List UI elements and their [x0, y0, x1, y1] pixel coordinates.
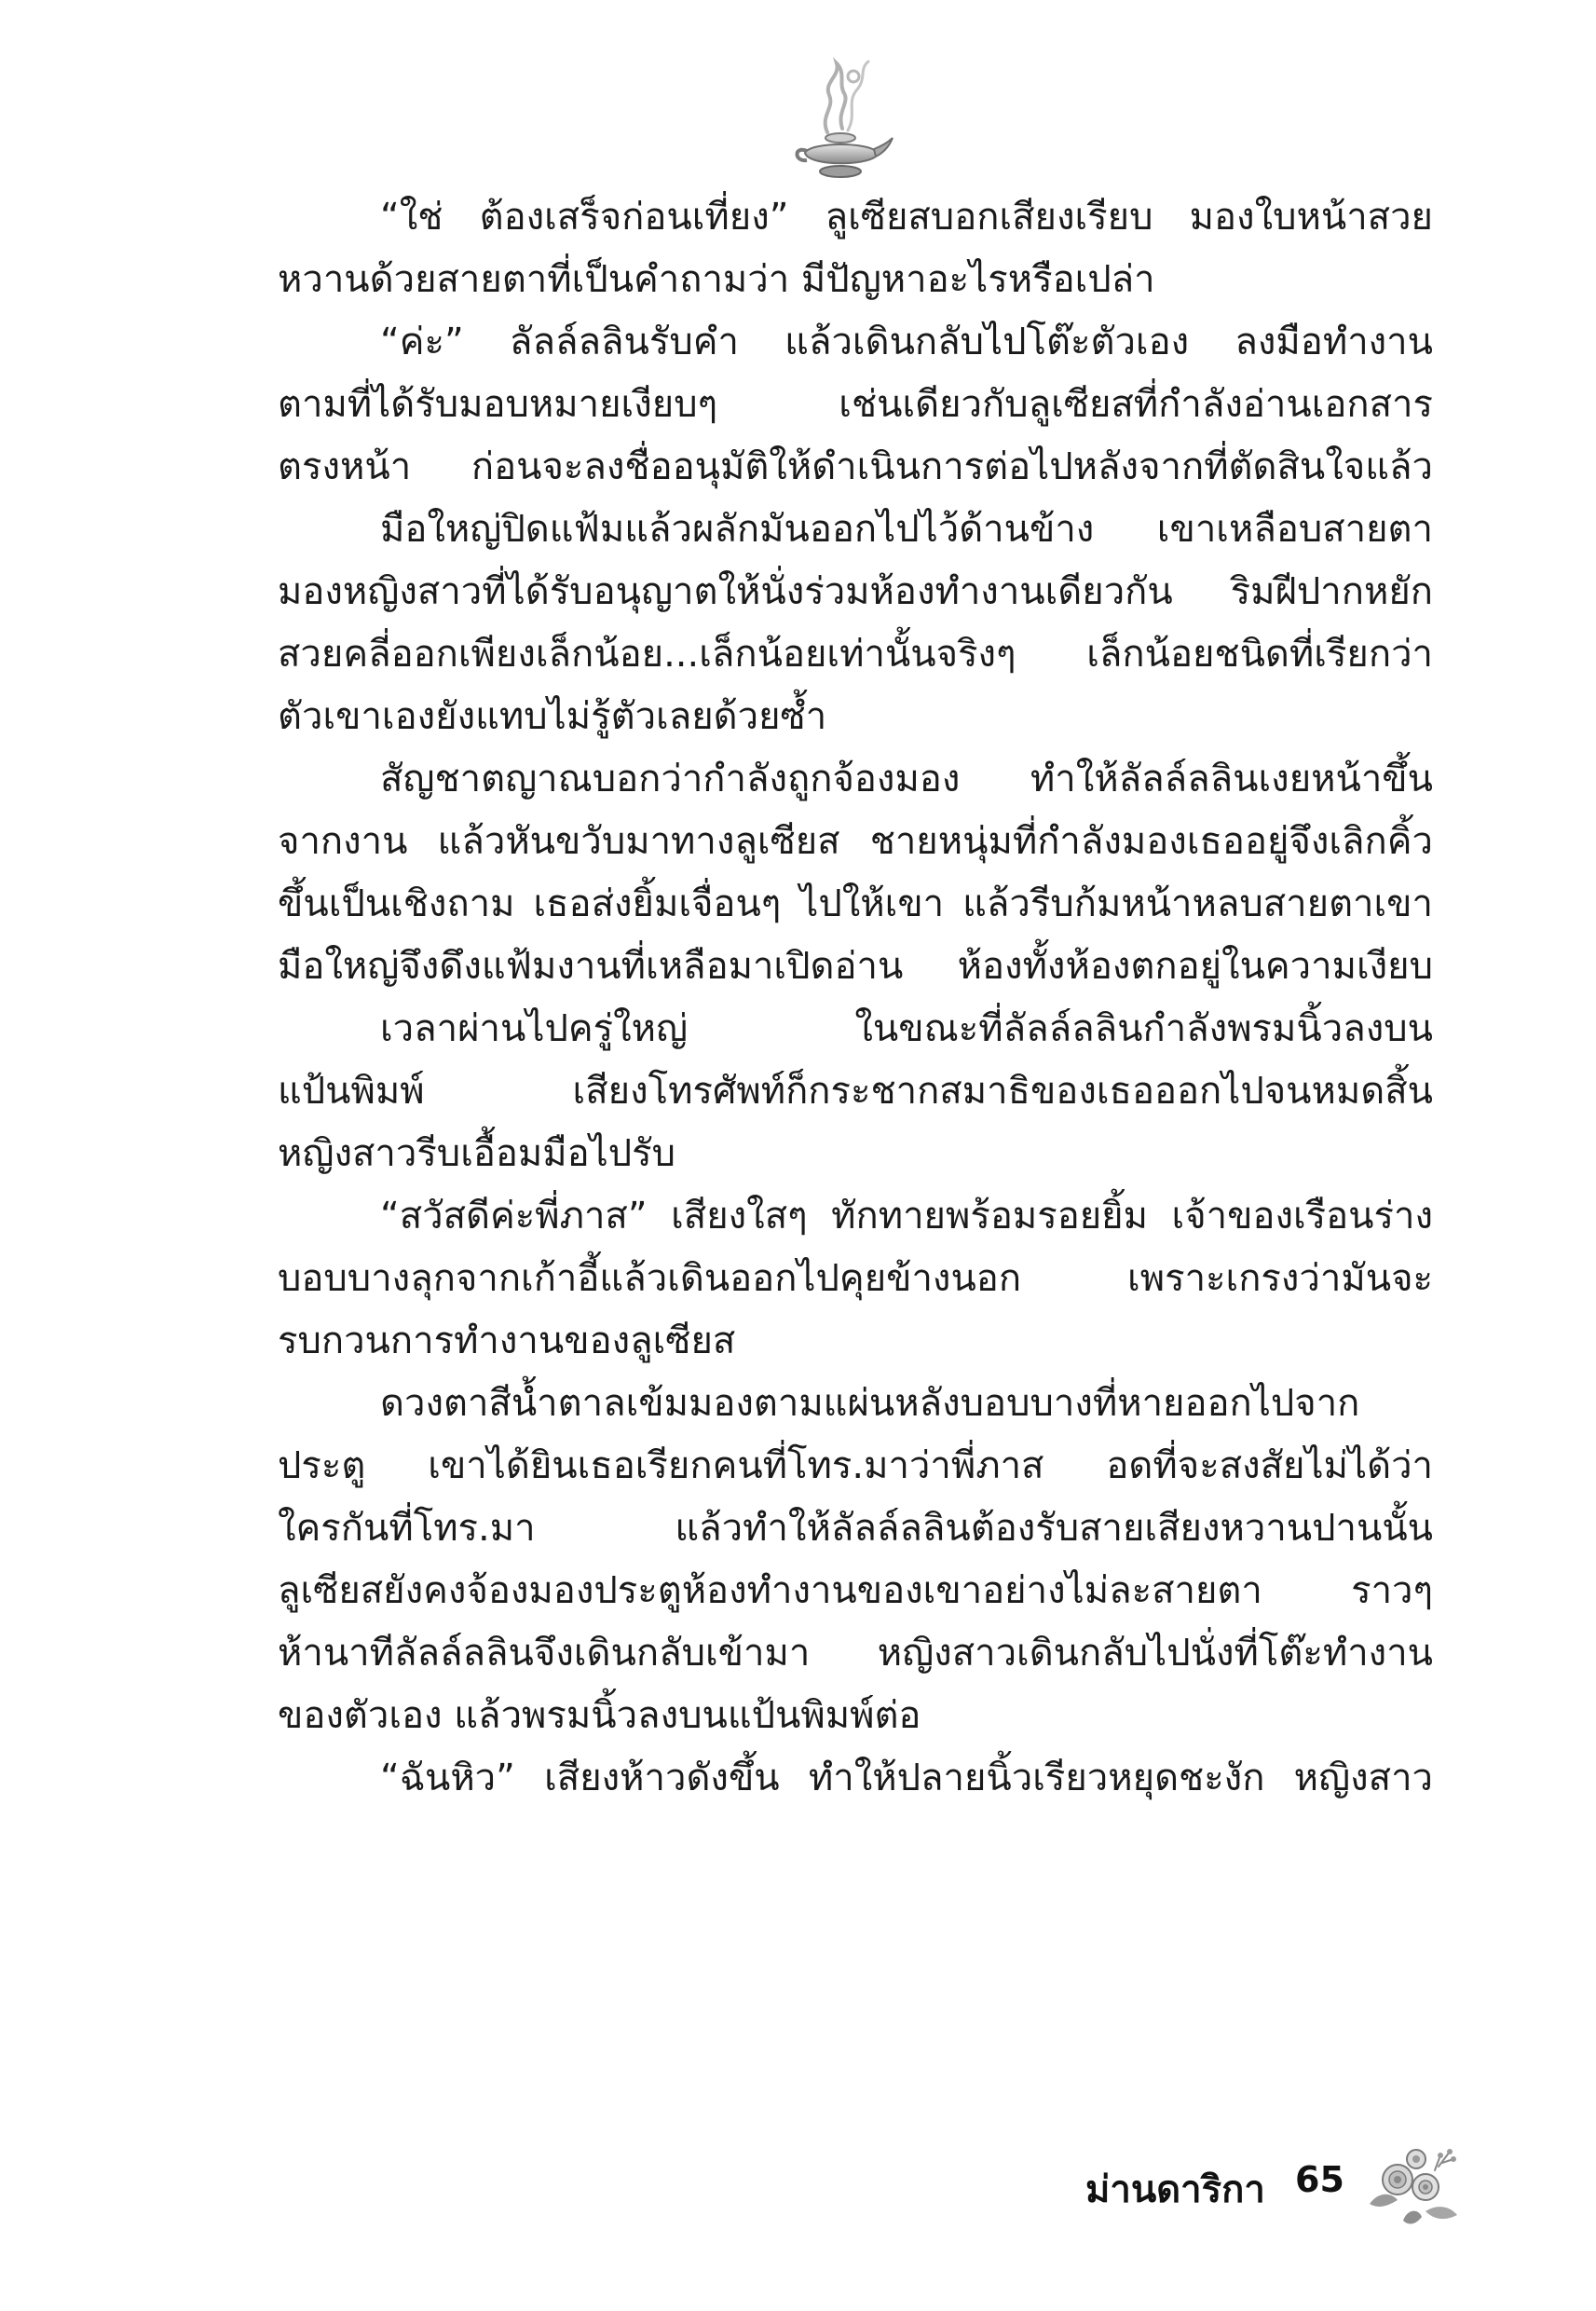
text-line: สัญชาตญาณบอกว่ากำลังถูกจ้องมอง ทำให้ลัลล์ลลินเงยหน้าขึ้น	[380, 758, 1433, 800]
paragraph	[278, 1185, 1433, 1373]
paragraph	[278, 499, 1433, 748]
text-line: ลูเซียสยังคงจ้องมองประตูห้องทำงานของเขาอย่างไม่ละสายตา ราวๆ	[278, 1569, 1433, 1612]
page-number: 65	[1295, 2159, 1344, 2200]
paragraph	[278, 311, 1433, 499]
genie-lamp-icon	[792, 56, 894, 186]
text-line: ของตัวเอง แล้วพรมนิ้วลงบนแป้นพิมพ์ต่อ	[278, 1694, 921, 1737]
text-line: จากงาน แล้วหันขวับมาทางลูเซียส ชายหนุ่มที่กำลังมองเธออยู่จึงเลิกคิ้ว	[278, 820, 1433, 863]
genie-lamp-graphic	[792, 56, 894, 186]
text-line: ตามที่ได้รับมอบหมายเงียบๆ เช่นเดียวกับลูเซียสที่กำลังอ่านเอกสาร	[278, 383, 1433, 426]
text-line: ประตู เขาได้ยินเธอเรียกคนที่โทร.มาว่าพี่ภาส อดที่จะสงสัยไม่ได้ว่า	[278, 1444, 1433, 1487]
paragraph	[278, 998, 1433, 1185]
text-line: มือใหญ่จึงดึงแฟ้มงานที่เหลือมาเปิดอ่าน ห้องทั้งห้องตกอยู่ในความเงียบ	[278, 945, 1433, 988]
text-line: “สวัสดีค่ะพี่ภาส” เสียงใสๆ ทักทายพร้อมรอยยิ้ม เจ้าของเรือนร่าง	[380, 1195, 1433, 1238]
text-line: ห้านาทีลัลล์ลลินจึงเดินกลับเข้ามา หญิงสาวเดินกลับไปนั่งที่โต๊ะทำงาน	[278, 1632, 1433, 1675]
paragraph	[278, 1747, 1433, 1810]
text-line: ขึ้นเป็นเชิงถาม เธอส่งยิ้มเจื่อนๆ ไปให้เขา แล้วรีบก้มหน้าหลบสายตาเขา	[278, 882, 1433, 925]
text-line: ใครกันที่โทร.มา แล้วทำให้ลัลล์ลลินต้องรับสายเสียงหวานปานนั้น	[278, 1507, 1433, 1550]
text-line: บอบบางลุกจากเก้าอี้แล้วเดินออกไปคุยข้างนอก เพราะเกรงว่ามันจะ	[278, 1257, 1433, 1300]
text-line: สวยคลี่ออกเพียงเล็กน้อย...เล็กน้อยเท่านั้นจริงๆ เล็กน้อยชนิดที่เรียกว่า	[278, 633, 1433, 676]
text-line: ตรงหน้า ก่อนจะลงชื่ออนุมัติให้ดำเนินการต่อไปหลังจากที่ตัดสินใจแล้ว	[278, 445, 1433, 488]
text-line: รบกวนการทำงานของลูเซียส	[278, 1320, 736, 1362]
page-footer	[1062, 2139, 1463, 2241]
flower-bouquet-icon	[1360, 2139, 1463, 2232]
paragraph	[278, 748, 1433, 998]
text-line: หญิงสาวรีบเอื้อมมือไปรับ	[278, 1132, 676, 1175]
text-line: ตัวเขาเองยังแทบไม่รู้ตัวเลยด้วยซ้ำ	[278, 695, 827, 738]
paragraph	[278, 1373, 1433, 1747]
text-line: มองหญิงสาวที่ได้รับอนุญาตให้นั่งร่วมห้องทำงานเดียวกัน ริมฝีปากหยัก	[278, 570, 1433, 613]
text-line: เวลาผ่านไปครู่ใหญ่ ในขณะที่ลัลล์ลลินกำลังพรมนิ้วลงบน	[380, 1007, 1433, 1050]
text-line: “ฉันหิว” เสียงห้าวดังขึ้น ทำให้ปลายนิ้วเรียวหยุดชะงัก หญิงสาว	[380, 1757, 1433, 1799]
text-line: “ค่ะ” ลัลล์ลลินรับคำ แล้วเดินกลับไปโต๊ะตัวเอง ลงมือทำงาน	[380, 321, 1433, 363]
flower-bouquet-graphic	[1360, 2139, 1463, 2232]
text-line: “ใช่ ต้องเสร็จก่อนเที่ยง” ลูเซียสบอกเสียงเรียบ มองใบหน้าสวย	[380, 196, 1433, 239]
text-line: หวานด้วยสายตาที่เป็นคำถามว่า มีปัญหาอะไรหรือเปล่า	[278, 258, 1155, 301]
paragraph	[278, 186, 1433, 311]
text-line: ดวงตาสีน้ำตาลเข้มมองตามแผ่นหลังบอบบางที่หายออกไปจาก	[380, 1382, 1360, 1425]
text-line: แป้นพิมพ์ เสียงโทรศัพท์ก็กระชากสมาธิของเธอออกไปจนหมดสิ้น	[278, 1070, 1433, 1113]
book-title: ม่านดาริกา	[1085, 2168, 1265, 2211]
body-text	[278, 186, 1433, 1810]
text-line: มือใหญ่ปิดแฟ้มแล้วผลักมันออกไปไว้ด้านข้าง เขาเหลือบสายตา	[380, 508, 1433, 551]
